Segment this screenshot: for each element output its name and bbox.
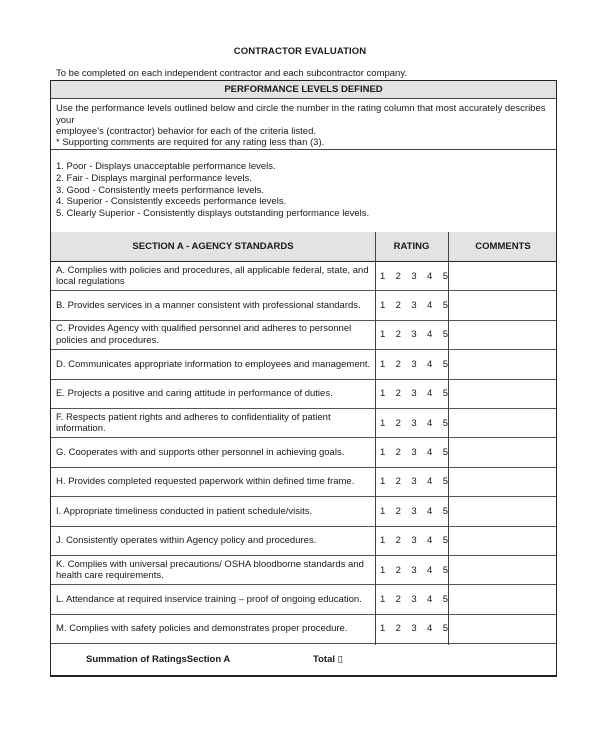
table-row (51, 262, 556, 291)
rating-option[interactable]: 1 (380, 417, 386, 429)
criterion-text (56, 321, 371, 349)
rating-options (380, 350, 448, 378)
comments-cell[interactable] (449, 585, 557, 613)
instruction-line-2: employee's (contractor) behavior for each of the criteria listed. (56, 126, 317, 137)
rating-option[interactable]: 2 (395, 270, 401, 282)
criterion-text (56, 262, 371, 290)
rating-option[interactable]: 3 (411, 388, 417, 400)
rating-option[interactable]: 4 (427, 505, 433, 517)
criterion-line-2: policies and procedures. (56, 334, 159, 346)
criterion-lines (56, 594, 362, 606)
instruction-line-1: Use the performance levels outlined below and circle the number in the rating column that most accurately describes your (56, 103, 546, 126)
criterion-text (56, 438, 371, 466)
criterion-lines (56, 300, 361, 312)
rating-column-header: RATING (393, 241, 430, 252)
criterion-lines (56, 476, 354, 488)
rating-option[interactable]: 1 (380, 505, 386, 517)
rating-option[interactable]: 1 (380, 564, 386, 576)
criterion-line-1: E. Projects a positive and caring attitude in performance of duties. (56, 388, 333, 400)
criterion-text (56, 615, 371, 643)
table-row (51, 497, 556, 526)
performance-levels-header: PERFORMANCE LEVELS DEFINED (51, 81, 556, 99)
rating-option[interactable]: 5 (442, 505, 448, 517)
rating-option[interactable]: 2 (395, 417, 401, 429)
supporting-comments-note: * Supporting comments are required for any rating less than (3). (56, 137, 325, 148)
criterion-text (56, 585, 371, 613)
summation-label: Summation of RatingsSection A (86, 654, 231, 665)
document-title: CONTRACTOR EVALUATION (233, 46, 367, 57)
table-row (51, 409, 556, 438)
level-item: 1. Poor - Displays unacceptable performance levels. (56, 161, 276, 172)
rating-option[interactable]: 1 (380, 300, 386, 312)
rating-option[interactable]: 2 (395, 476, 401, 488)
criterion-text (56, 497, 371, 525)
criterion-lines (56, 412, 331, 435)
rating-option[interactable]: 5 (442, 476, 448, 488)
criterion-lines (56, 623, 347, 635)
rating-option[interactable]: 3 (411, 505, 417, 517)
criterion-text (56, 409, 371, 437)
rating-option[interactable]: 2 (395, 447, 401, 459)
rating-option[interactable]: 5 (442, 270, 448, 282)
criterion-line-1: K. Complies with universal precautions/ OSHA bloodborne standards and (56, 558, 364, 570)
criterion-text (56, 291, 371, 319)
criterion-text (56, 556, 371, 584)
rating-options (380, 262, 448, 290)
rating-option[interactable]: 4 (427, 623, 433, 635)
rating-option[interactable]: 5 (442, 417, 448, 429)
comments-cell[interactable] (449, 468, 557, 496)
comments-cell[interactable] (449, 291, 557, 319)
rating-option[interactable]: 5 (442, 594, 448, 606)
rating-option[interactable]: 4 (427, 594, 433, 606)
rating-options (380, 585, 448, 613)
criterion-lines (56, 447, 344, 459)
level-item: 5. Clearly Superior - Consistently displays outstanding performance levels. (56, 208, 370, 220)
rating-options (380, 321, 448, 349)
comments-cell[interactable] (449, 262, 557, 290)
rating-option[interactable]: 1 (380, 388, 386, 400)
performance-levels-list (56, 161, 551, 220)
table-row (51, 527, 556, 556)
rating-option[interactable]: 3 (411, 564, 417, 576)
criterion-line-2: local regulations (56, 276, 125, 288)
rating-options (380, 438, 448, 466)
rating-options (380, 291, 448, 319)
level-item: 2. Fair - Displays marginal performance levels. (56, 172, 252, 184)
divider (51, 149, 556, 150)
comments-cell[interactable] (449, 527, 557, 555)
rating-option[interactable]: 3 (411, 270, 417, 282)
rating-options (380, 615, 448, 643)
comments-cell[interactable] (449, 556, 557, 584)
rating-option[interactable]: 4 (427, 270, 433, 282)
criterion-lines (56, 388, 333, 400)
instructions (56, 103, 551, 138)
rating-option[interactable]: 3 (411, 594, 417, 606)
rating-options (380, 497, 448, 525)
rating-option[interactable]: 5 (442, 358, 448, 370)
rating-options (380, 527, 448, 555)
comments-cell[interactable] (449, 321, 557, 349)
criterion-lines (56, 559, 364, 582)
comments-cell[interactable] (449, 438, 557, 466)
criterion-line-2: health care requirements. (56, 570, 164, 582)
section-a-header (51, 232, 556, 262)
rating-option[interactable]: 4 (427, 417, 433, 429)
rating-option[interactable]: 5 (442, 535, 448, 547)
table-row (51, 556, 556, 585)
criterion-text (56, 350, 371, 378)
rating-option[interactable]: 4 (427, 388, 433, 400)
rating-option[interactable]: 4 (427, 358, 433, 370)
table-row (51, 468, 556, 497)
rating-option[interactable]: 3 (411, 417, 417, 429)
rating-option[interactable]: 5 (442, 564, 448, 576)
criterion-lines (56, 265, 369, 288)
column-divider (448, 232, 449, 645)
table-row (51, 380, 556, 409)
table-row (51, 291, 556, 320)
rating-option[interactable]: 4 (427, 447, 433, 459)
criterion-line-2: information. (56, 423, 106, 435)
rating-options (380, 556, 448, 584)
rating-option[interactable]: 4 (427, 535, 433, 547)
criterion-line-1: J. Consistently operates within Agency policy and procedures. (56, 535, 317, 547)
rating-option[interactable]: 3 (411, 447, 417, 459)
rating-option[interactable]: 3 (411, 329, 417, 341)
rating-option[interactable]: 1 (380, 447, 386, 459)
criterion-lines (56, 506, 312, 518)
rating-option[interactable]: 4 (427, 564, 433, 576)
criterion-text (56, 527, 371, 555)
rating-option[interactable]: 1 (380, 535, 386, 547)
comments-cell[interactable] (449, 380, 557, 408)
rating-options (380, 468, 448, 496)
rating-option[interactable]: 1 (380, 623, 386, 635)
summation-row (51, 645, 556, 675)
rating-option[interactable]: 2 (395, 505, 401, 517)
criterion-line-1: D. Communicates appropriate information to employees and management. (56, 358, 371, 370)
rating-option[interactable]: 2 (395, 388, 401, 400)
rating-option[interactable]: 5 (442, 623, 448, 635)
criterion-lines (56, 535, 316, 547)
criterion-text (56, 380, 371, 408)
total-label: Total ▯ (313, 654, 343, 665)
rating-option[interactable]: 1 (380, 329, 386, 341)
rating-option[interactable]: 2 (395, 623, 401, 635)
rating-option[interactable]: 3 (411, 623, 417, 635)
rating-option[interactable]: 2 (395, 358, 401, 370)
level-item: 3. Good - Consistently meets performance levels. (56, 184, 265, 196)
rating-option[interactable]: 3 (411, 476, 417, 488)
rating-option[interactable]: 5 (442, 300, 448, 312)
criterion-line-1: B. Provides services in a manner consistent with professional standards. (56, 299, 361, 311)
column-divider (375, 232, 376, 645)
rating-option[interactable]: 5 (442, 388, 448, 400)
rating-option[interactable]: 1 (380, 358, 386, 370)
comments-cell[interactable] (449, 615, 557, 643)
rating-option[interactable]: 4 (427, 476, 433, 488)
comments-cell[interactable] (449, 497, 557, 525)
criterion-line-1: C. Provides Agency with qualified personnel and adheres to personnel (56, 323, 352, 335)
rating-option[interactable]: 5 (442, 447, 448, 459)
table-row (51, 585, 556, 614)
comments-cell[interactable] (449, 350, 557, 378)
rating-option[interactable]: 3 (411, 358, 417, 370)
rating-option[interactable]: 5 (442, 329, 448, 341)
rating-options (380, 380, 448, 408)
rating-option[interactable]: 4 (427, 329, 433, 341)
rating-option[interactable]: 1 (380, 270, 386, 282)
table-row (51, 615, 556, 644)
criterion-text (56, 468, 371, 496)
rating-option[interactable]: 1 (380, 476, 386, 488)
rating-option[interactable]: 2 (395, 564, 401, 576)
level-item: 4. Superior - Consistently exceeds performance levels. (56, 196, 287, 208)
table-row (51, 321, 556, 350)
table-row (51, 350, 556, 379)
rating-option[interactable]: 3 (411, 535, 417, 547)
comments-column-header: COMMENTS (475, 241, 531, 252)
rating-options (380, 409, 448, 437)
criterion-line-1: F. Respects patient rights and adheres to confidentiality of patient (56, 411, 331, 423)
rating-option[interactable]: 2 (395, 300, 401, 312)
criterion-line-1: L. Attendance at required inservice training – proof of ongoing education. (56, 593, 362, 605)
rating-option[interactable]: 2 (395, 594, 401, 606)
criterion-line-1: H. Provides completed requested paperwork within defined time frame. (56, 476, 355, 488)
rating-option[interactable]: 1 (380, 594, 386, 606)
criterion-line-1: M. Complies with safety policies and demonstrates proper procedure. (56, 623, 348, 635)
criteria-column-header: SECTION A - AGENCY STANDARDS (132, 241, 294, 252)
criterion-lines (56, 359, 370, 371)
rating-option[interactable]: 2 (395, 329, 401, 341)
criterion-line-1: G. Cooperates with and supports other personnel in achieving goals. (56, 446, 345, 458)
evaluation-form (50, 80, 557, 677)
criterion-lines (56, 323, 351, 346)
comments-cell[interactable] (449, 409, 557, 437)
intro-text: To be completed on each independent contractor and each subcontractor company. (56, 68, 408, 79)
rating-option[interactable]: 3 (411, 300, 417, 312)
criterion-line-1: A. Complies with policies and procedures, all applicable federal, state, and (56, 264, 369, 276)
table-row (51, 438, 556, 467)
rating-option[interactable]: 2 (395, 535, 401, 547)
criterion-line-1: I. Appropriate timeliness conducted in patient schedule/visits. (56, 505, 313, 517)
rating-option[interactable]: 4 (427, 300, 433, 312)
